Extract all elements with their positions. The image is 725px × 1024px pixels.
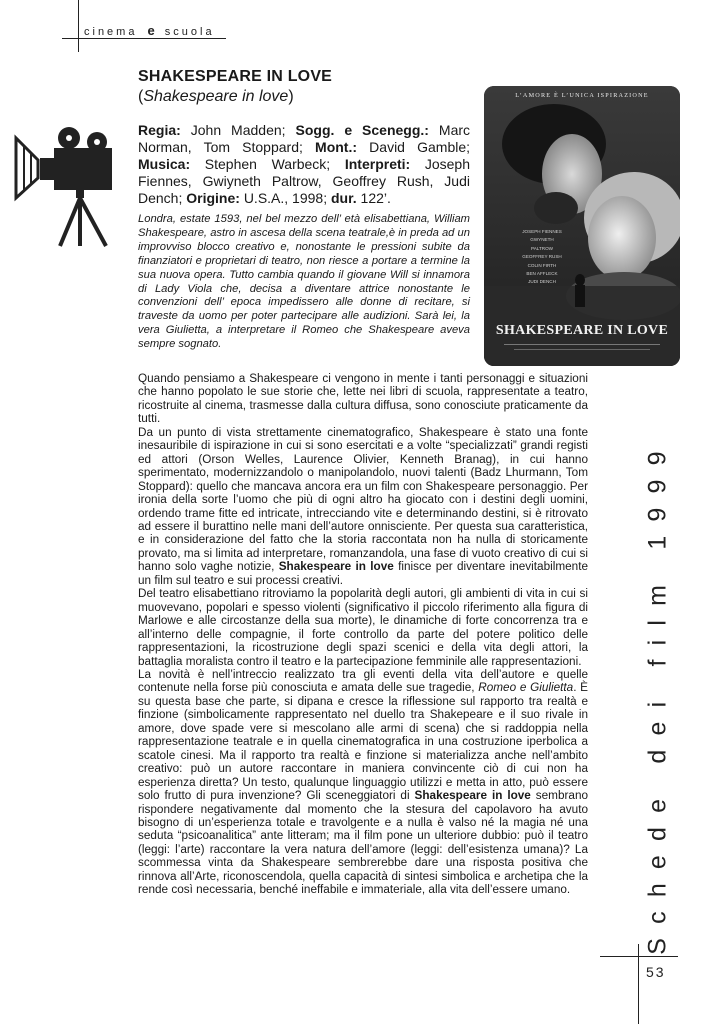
body-text: sembrano rispondere negativamente dal momento che la stesura del capolavoro ha avuto bisogno di un’esperienza totale e travolgente e a nulla è valso né la magia né una seduta “psicoanalitica” ante litteram; ma il film pone un ulteriore dubbio: può il teatro (leggi: l’arte) raccontare la vera natura dell’amore (leggi: dell’esistenza umana)? La scommessa vinta da Shakespeare sembrerebbe dare una risposta positiva che rinnova all’Arte, riconoscendola, quella capacità di sintesi simbolica e archetipa che la rende così necessaria, benché ineffabile e immateriale, alla vita dell’essere umano. <box>138 789 589 897</box>
original-title-text: Shakespeare in love <box>143 88 289 105</box>
footer-rule-horizontal <box>600 956 678 957</box>
page-number: 53 <box>646 964 666 980</box>
film-original-title: (Shakespeare in love) <box>138 88 294 105</box>
poster-cast-name: BEN AFFLECK <box>526 271 558 277</box>
credit-musica: Stephen Warbeck; <box>204 156 331 172</box>
credit-label-montaggio: Mont.: <box>315 139 358 155</box>
poster-tagline: L’AMORE È L’UNICA ISPIRAZIONE <box>515 92 649 99</box>
synopsis: Londra, estate 1593, nel bel mezzo dell’ età elisabettiana, William Shakespeare, astro in ascesa della scena teatrale,è in preda ad un improvviso blocco creativo e, nonostante le pressioni subite da finanziatori e proprietari di teatro, non riesce a portare a termine la sua nuova opera. Tutto cambia quando il giovane Will si innamora di Lady Viola che, decisa a diventare attrice nonostante le convenzioni dell’ epoca impedissero alle donne di recitare, si traveste da uomo per poter partecipare alle audizioni. Sarà lei, la vera Giulietta, a interpretare il Romeo che Shakespeare aveva sempre sognato. <box>138 213 470 351</box>
body-paragraph <box>138 426 588 587</box>
body-text: finisce per diventare inevitabilmente un film sul teatro e sui processi creativi. <box>138 560 589 587</box>
credit-interpreti: Joseph Fiennes, Gwiyneth Paltrow, Geoffrey Rush, Judi Dench; <box>138 156 471 206</box>
credit-label-interpreti: Interpreti: <box>344 156 411 172</box>
header-rule-horizontal <box>62 38 226 39</box>
film-title: SHAKESPEARE IN LOVE <box>138 68 333 85</box>
body-text: . È su questa base che parte, si dipana e cresce la riflessione sul rapporto tra realtà e finzione (simbolicamente rappresentato nel duello tra Shakepeare e il suo rivale in amore, dove spade vere si mescolano alle armi di scena) che si raddoppia nella rappresentazione teatrale e in quella cinematografica in una costruzione iperbolica a scatole cinesi. Ma il rapporto tra realtà e finzione si materializza anche nell’ambito creativo: può un autore raccontare in maniera convincente ciò di cui non ha esperienza diretta? Un testo, qualunque linguaggio utilizzi e metta in atto, può essere solo frutto di pura invenzione? Gli sceneggiatori di <box>138 681 589 803</box>
header-word-scuola: scuola <box>164 26 215 38</box>
side-title-text: Schede dei film 1999 <box>643 437 672 955</box>
film-title-inline: Shakespeare in love <box>278 560 394 574</box>
poster-cast-name: JOSEPH FIENNES <box>522 229 562 234</box>
poster-cast-name: GWYNETH PALTROW <box>530 237 554 251</box>
poster-cast-name: GEOFFREY RUSH <box>522 254 562 260</box>
body-text: La novità è nell’intreccio realizzato tra gli eventi della vita dell’autore e quelle contenute nella forse più conosciuta e amata delle sue tragedie, <box>138 667 588 695</box>
credit-soggetto: Marc Norman, Tom Stoppard; <box>138 122 471 155</box>
credit-label-regia: Regia: <box>138 122 181 138</box>
credit-montaggio: David Gamble; <box>369 139 471 155</box>
section-side-title <box>638 437 678 955</box>
credit-label-soggetto: Sogg. e Scenegg.: <box>295 122 429 138</box>
credit-label-origine: Origine: <box>186 190 240 206</box>
poster-cast-list <box>522 228 562 287</box>
poster-billing-line <box>514 349 650 350</box>
movie-poster <box>484 86 680 366</box>
body-paragraph <box>138 668 588 897</box>
credit-label-durata: dur. <box>330 190 357 206</box>
body-paragraph: Quando pensiamo a Shakespeare ci vengono in mente i tanti personaggi e situazioni che hanno popolato le sue storie che, lette nei libri di scuola, rappresentate a teatro, ricostruite al cinema, trasmesse dalla cultura diffusa, sono conosciute praticamente da tutti. <box>138 372 588 426</box>
article-body <box>138 372 588 897</box>
header-conjunction: e <box>147 23 155 38</box>
film-credits <box>138 122 470 207</box>
play-title-inline: Romeo e Giulietta <box>478 681 574 695</box>
credit-origine: U.S.A., 1998; <box>243 190 328 206</box>
header-word-cinema: cinema <box>84 26 138 38</box>
credit-label-musica: Musica: <box>138 156 191 172</box>
credit-regia: John Madden; <box>190 122 286 138</box>
poster-title: SHAKESPEARE IN LOVE <box>495 323 669 338</box>
body-text: Da un punto di vista strettamente cinematografico, Shakespeare è stato una fonte inesauribile di ispirazione in cui si sono esercitati e a volte “specializzati” grandi registi ed attori (Orson Welles, Laurence Olivier, Kenneth Branag), in cui hanno sperimentato, modernizzandolo o manipolandolo, nuovi talenti (Badz Lhurmann, Tom Stoppard): quello che mancava ancora era un film con Shakespeare personaggio. Per ironia della sorte l’uomo che più di ogni altro ha giocato con i destini degli uomini, ordendo trame fitte ed intricate, intrecciando vite e determinando destini, si è ritrovato ad essere il burattino nelle mani dell’autore onnisciente. Per questa sua caratteristica, e in considerazione del fatto che la storia raccontata non ha nulla di storicamente provato, ma si limita ad interpretare, romanzandola, una fase di vuoto creativo di cui si hanno solo vaghe notizie, <box>138 425 588 574</box>
header-rule-vertical <box>78 0 79 52</box>
film-title-inline: Shakespeare in love <box>414 789 531 803</box>
poster-billing-line <box>504 344 660 345</box>
credit-durata: 122’. <box>360 190 391 206</box>
poster-cast-name: COLIN FIRTH <box>527 262 557 268</box>
body-paragraph: Del teatro elisabettiano ritroviamo la popolarità degli autori, gli ambienti di vita in cui si muovevano, popolari e spesso violenti (significativo il piccolo riferimento alla figura di Marlowe e alle circostanze della sua morte), le dinamiche di forte concorrenza tra e all’interno delle compagnie, il forte controllo da parte del potere politico delle rappresentazioni, la ricostruzione degli spazi scenici e della vita degli attori, la battaglia moralista contro il teatro e la partecipazione femminile alle rappresentazioni. <box>138 587 588 668</box>
poster-cast-name: JUDI DENCH <box>528 279 556 285</box>
film-camera-icon <box>14 126 114 248</box>
running-header <box>84 23 215 38</box>
